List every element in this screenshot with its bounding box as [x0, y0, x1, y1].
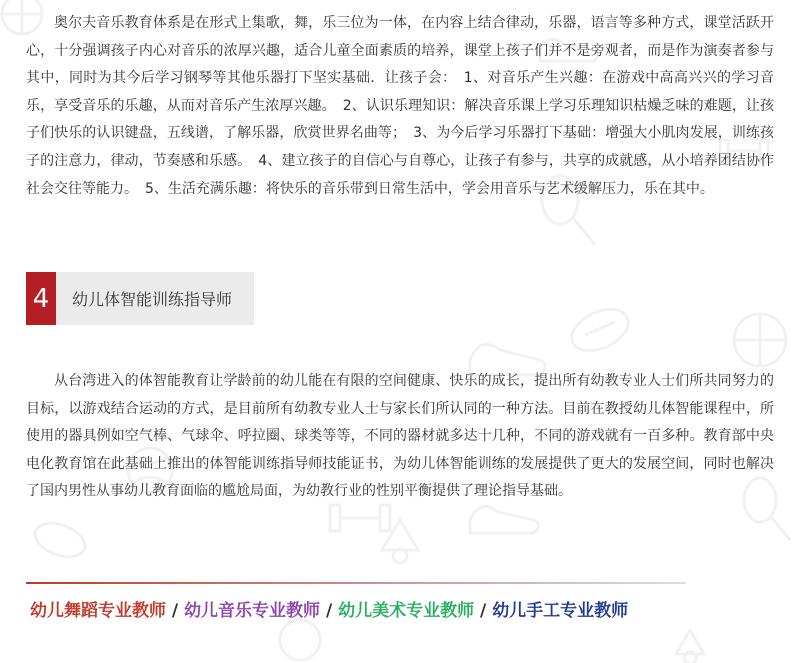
section-title: 幼儿体智能训练指导师 — [72, 290, 233, 309]
section-heading — [26, 272, 254, 325]
badminton-icon — [676, 630, 704, 663]
rugby-ball-icon — [565, 301, 635, 359]
rugby-ball-icon — [30, 517, 89, 563]
intro-paragraph: 奥尔夫音乐教育体系是在形式上集歌，舞，乐三位为一体，在内容上结合律动，乐器，语言等多种方式，课堂活跃开心，十分强调孩子内心对音乐的浓厚兴趣，适合儿童全面素质的培养，课堂上孩子们并不是旁观者，而是作为演奏者参与其中，同时为其今后学习钢琴等其他乐器打下坚实基础．让孩子会： 1、对音乐产生兴趣：在游戏中高高兴兴的学习音乐，享受音乐的乐趣，从而对音乐产生浓厚兴趣。 2、认识乐理知识：解决音乐课上学习乐理知识枯燥乏味的难题，让孩子们快乐的认识键盘，五线谱，了解乐器，欣赏世界名曲等； 3、为今后学习乐器打下基础：增强大小肌肉发展，训练孩子的注意力，律动，节奏感和乐感。 4、建立孩子的自信心与自尊心，让孩子有参与，共享的成就感，从小培养团结协作社会交往等能力。 5、生活充满乐趣：将快乐的音乐带到日常生活中，学会用音乐与艺术缓解压力，乐在其中。 — [26, 15, 774, 197]
link-art-teacher[interactable]: 幼儿美术专业教师 — [338, 601, 475, 621]
link-separator: / — [325, 601, 333, 621]
shoe-icon — [470, 507, 539, 533]
link-music-teacher[interactable]: 幼儿音乐专业教师 — [184, 601, 321, 621]
link-separator: / — [480, 601, 487, 621]
dumbbell-icon — [330, 505, 390, 531]
section-number-badge: 4 — [26, 272, 56, 325]
footer-links — [30, 596, 628, 621]
ball-icon — [280, 620, 320, 660]
badminton-icon — [382, 520, 418, 563]
link-separator: / — [171, 601, 179, 621]
link-craft-teacher[interactable]: 幼儿手工专业教师 — [492, 601, 629, 621]
footer-divider — [26, 582, 686, 584]
ball-icon — [734, 314, 786, 366]
section-paragraph: 从台湾进入的体智能教育让学龄前的幼儿能在有限的空间健康、快乐的成长，提出所有幼教专业人士们所共同努力的目标，以游戏结合运动的方式，是目前所有幼教专业人士与家长们所认同的一种方法。目前在教授幼儿体智能课程中，所使用的器具例如空气棒、气球伞、呼拉圈、球类等等，不同的器材就多达十几种，不同的游戏就有一百多种。教育部中央电化教育馆在此基础上推出的体智能训练指导师技能证书，为幼儿体智能训练的发展提供了更大的发展空间，同时也解决了国内男性从事幼儿教育面临的尴尬局面，为幼教行业的性别平衡提供了理论指导基础。 — [26, 373, 774, 500]
link-dance-teacher[interactable]: 幼儿舞蹈专业教师 — [30, 601, 166, 621]
